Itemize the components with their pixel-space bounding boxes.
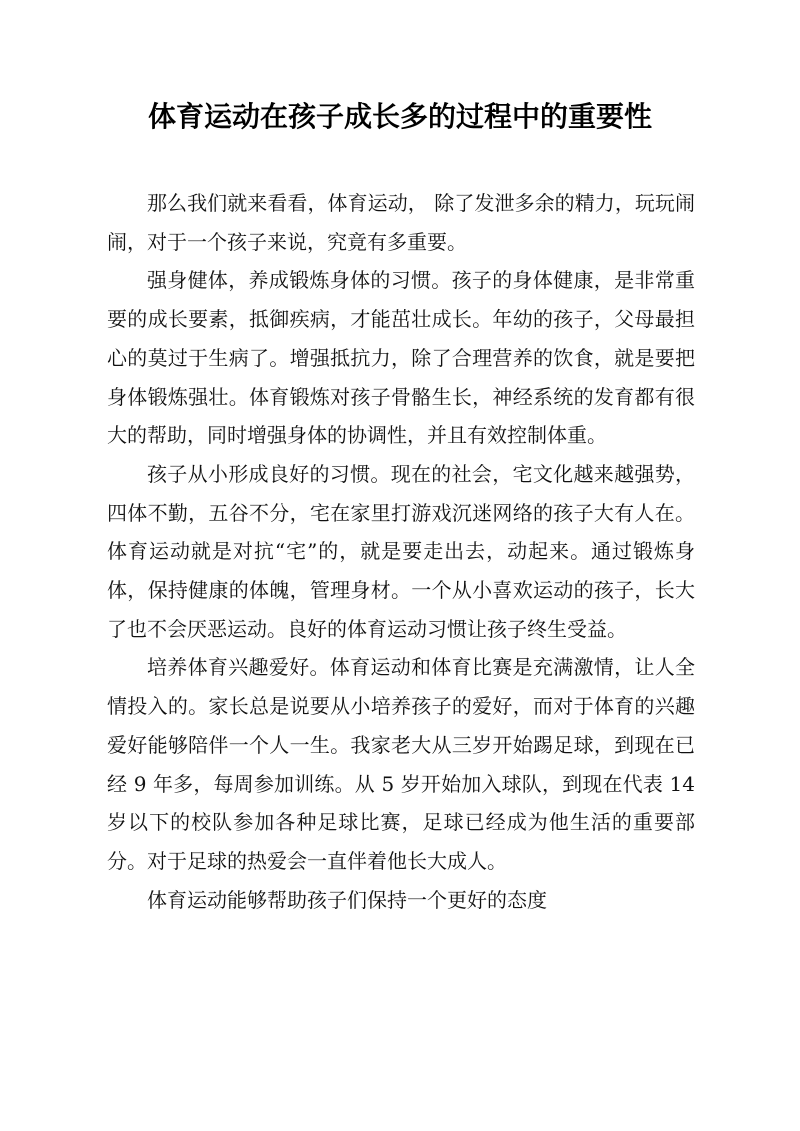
- paragraph-4: 培养体育兴趣爱好。体育运动和体育比赛是充满激情，让人全情投入的。家长总是说要从小培养孩子的爱好，而对于体育的兴趣爱好能够陪伴一个人一生。我家老大从三岁开始踢足球，到现在已经 9 年多，每周参加训练。从 5 岁开始加入球队，到现在代表 14 岁以下的校队参加各种足球比赛，足球已经成为他生活的重要部分。对于足球的热爱会一直伴着他长大成人。: [107, 655, 695, 873]
- page-title: 体育运动在孩子成长多的过程中的重要性: [147, 100, 652, 133]
- paragraph-3: 孩子从小形成良好的习惯。现在的社会，宅文化越来越强势，四体不勤，五谷不分，宅在家里打游戏沉迷网络的孩子大有人在。体育运动就是对抗“宅”的，就是要走出去，动起来。通过锻炼身体，保持健康的体魄，管理身材。一个从小喜欢运动的孩子，长大了也不会厌恶运动。良好的体育运动习惯让孩子终生受益。: [107, 461, 695, 641]
- document-body: [107, 184, 695, 919]
- paragraph-5: 体育运动能够帮助孩子们保持一个更好的态度: [147, 887, 547, 912]
- paragraph-2: 强身健体，养成锻炼身体的习惯。孩子的身体健康，是非常重要的成长要素，抵御疾病，才能茁壮成长。年幼的孩子，父母最担心的莫过于生病了。增强抵抗力，除了合理营养的饮食，就是要把身体锻炼强壮。体育锻炼对孩子骨骼生长，神经系统的发育都有很大的帮助，同时增强身体的协调性，并且有效控制体重。: [107, 268, 695, 448]
- paragraph-1: 那么我们就来看看，体育运动， 除了发泄多余的精力，玩玩闹闹，对于一个孩子来说，究竟有多重要。: [107, 191, 695, 254]
